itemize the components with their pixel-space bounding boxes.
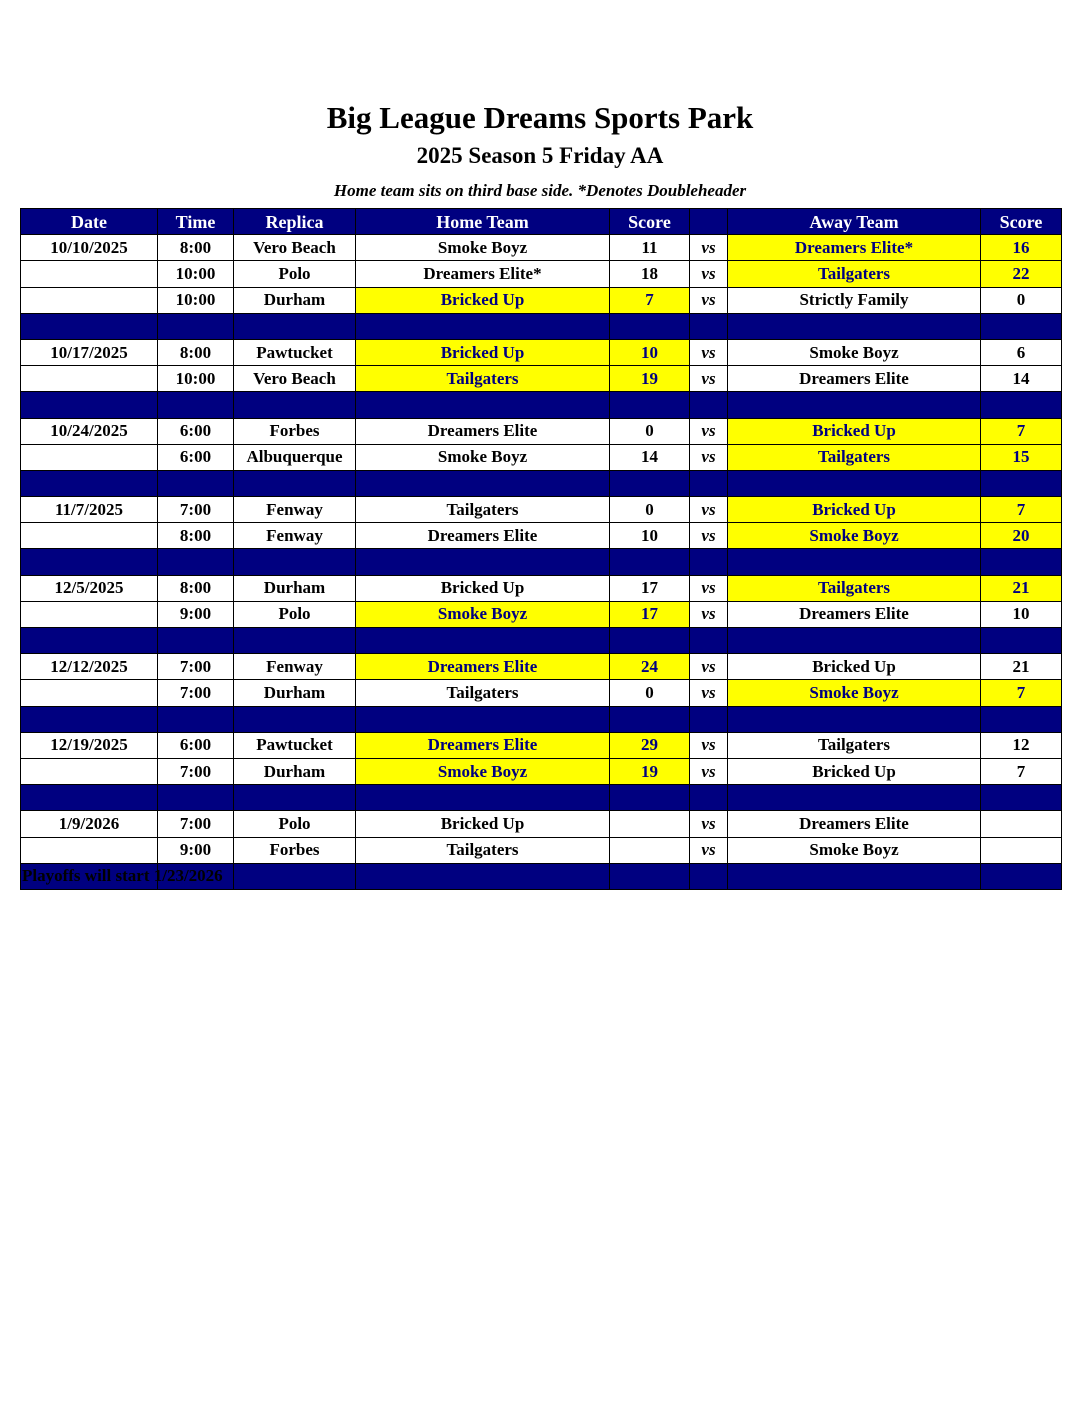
separator-cell [234,470,356,496]
separator-cell [21,706,158,732]
vs-cell: vs [690,837,728,863]
header-time: Time [158,209,234,235]
away-team-cell: Dreamers Elite [728,366,981,392]
date-cell [21,523,158,549]
separator-cell [981,313,1062,339]
time-cell: 7:00 [158,811,234,837]
separator-cell [610,549,690,575]
time-cell: 7:00 [158,654,234,680]
game-row [21,523,1062,549]
date-cell [21,366,158,392]
date-cell: 1/9/2026 [21,811,158,837]
separator-cell [356,392,610,418]
away-score-cell: 6 [981,339,1062,365]
page-subtitle: 2025 Season 5 Friday AA [416,143,664,168]
game-row [21,339,1062,365]
home-score-cell: 19 [610,758,690,784]
separator-row [21,628,1062,654]
separator-cell [981,863,1062,889]
game-row [21,235,1062,261]
separator-cell [234,863,356,889]
away-team-cell: Smoke Boyz [728,837,981,863]
home-team-cell: Bricked Up [356,575,610,601]
home-team-cell: Dreamers Elite [356,732,610,758]
home-team-cell: Tailgaters [356,366,610,392]
away-team-cell: Bricked Up [728,418,981,444]
home-team-cell: Bricked Up [356,339,610,365]
separator-cell [728,628,981,654]
separator-cell [981,628,1062,654]
home-score-cell: 0 [610,497,690,523]
away-score-cell [981,811,1062,837]
vs-cell: vs [690,575,728,601]
separator-cell [728,785,981,811]
away-score-cell: 10 [981,601,1062,627]
header-away-team: Away Team [728,209,981,235]
home-score-cell: 19 [610,366,690,392]
time-cell: 10:00 [158,287,234,313]
separator-row [21,706,1062,732]
game-row [21,418,1062,444]
home-score-cell: 10 [610,523,690,549]
away-team-cell: Dreamers Elite [728,601,981,627]
home-team-cell: Smoke Boyz [356,601,610,627]
separator-cell [356,863,610,889]
separator-cell [356,470,610,496]
home-team-cell: Smoke Boyz [356,444,610,470]
separator-cell [21,392,158,418]
game-row [21,366,1062,392]
header-home-score: Score [610,209,690,235]
date-cell [21,680,158,706]
separator-row [21,785,1062,811]
header-vs [690,209,728,235]
away-team-cell: Smoke Boyz [728,339,981,365]
separator-cell [690,470,728,496]
separator-cell [21,549,158,575]
header-away-score: Score [981,209,1062,235]
separator-cell [981,785,1062,811]
replica-cell: Polo [234,261,356,287]
separator-cell [728,706,981,732]
away-team-cell: Bricked Up [728,758,981,784]
time-cell: 6:00 [158,444,234,470]
home-team-cell: Tailgaters [356,837,610,863]
separator-cell [981,470,1062,496]
game-row [21,732,1062,758]
date-cell [21,444,158,470]
away-score-cell: 20 [981,523,1062,549]
game-row [21,287,1062,313]
game-row [21,261,1062,287]
home-team-cell: Tailgaters [356,680,610,706]
home-team-cell: Dreamers Elite [356,523,610,549]
away-team-cell: Bricked Up [728,497,981,523]
date-cell: 10/24/2025 [21,418,158,444]
separator-cell [158,785,234,811]
date-cell [21,287,158,313]
away-team-cell: Tailgaters [728,261,981,287]
home-score-cell [610,811,690,837]
replica-cell: Durham [234,680,356,706]
home-score-cell: 14 [610,444,690,470]
separator-cell [690,313,728,339]
replica-cell: Forbes [234,418,356,444]
replica-cell: Vero Beach [234,235,356,261]
vs-cell: vs [690,444,728,470]
header-date: Date [21,209,158,235]
vs-cell: vs [690,339,728,365]
game-row [21,654,1062,680]
separator-cell [158,549,234,575]
date-cell: 12/5/2025 [21,575,158,601]
away-score-cell: 21 [981,654,1062,680]
home-score-cell [610,837,690,863]
home-team-cell: Bricked Up [356,287,610,313]
date-cell [21,758,158,784]
replica-cell: Polo [234,601,356,627]
separator-cell [158,313,234,339]
time-cell: 9:00 [158,601,234,627]
replica-cell: Durham [234,758,356,784]
home-score-cell: 10 [610,339,690,365]
away-team-cell: Bricked Up [728,654,981,680]
separator-cell [356,628,610,654]
away-score-cell: 22 [981,261,1062,287]
vs-cell: vs [690,732,728,758]
replica-cell: Pawtucket [234,339,356,365]
separator-cell [21,628,158,654]
separator-cell [610,313,690,339]
game-row [21,444,1062,470]
game-row [21,680,1062,706]
vs-cell: vs [690,680,728,706]
replica-cell: Pawtucket [234,732,356,758]
separator-cell [690,706,728,732]
away-team-cell: Smoke Boyz [728,523,981,549]
home-score-cell: 17 [610,601,690,627]
date-cell: 12/19/2025 [21,732,158,758]
away-team-cell: Tailgaters [728,732,981,758]
separator-cell [690,392,728,418]
replica-cell: Fenway [234,497,356,523]
vs-cell: vs [690,366,728,392]
away-team-cell: Strictly Family [728,287,981,313]
away-team-cell: Smoke Boyz [728,680,981,706]
separator-cell [356,549,610,575]
schedule-table [20,208,1062,890]
replica-cell: Vero Beach [234,366,356,392]
separator-row [21,392,1062,418]
game-row [21,837,1062,863]
separator-cell [610,628,690,654]
home-team-cell: Tailgaters [356,497,610,523]
replica-cell: Durham [234,287,356,313]
separator-cell [234,785,356,811]
separator-cell [690,549,728,575]
home-team-cell: Bricked Up [356,811,610,837]
time-cell: 10:00 [158,366,234,392]
home-team-cell: Smoke Boyz [356,758,610,784]
time-cell: 7:00 [158,758,234,784]
away-team-cell: Tailgaters [728,444,981,470]
separator-cell [610,392,690,418]
playoffs-note: Playoffs will start 1/23/2026 [22,866,223,885]
separator-cell [728,863,981,889]
home-team-cell: Dreamers Elite* [356,261,610,287]
separator-cell [234,706,356,732]
home-score-cell: 0 [610,680,690,706]
vs-cell: vs [690,418,728,444]
game-row [21,575,1062,601]
replica-cell: Fenway [234,523,356,549]
game-row [21,601,1062,627]
vs-cell: vs [690,523,728,549]
home-score-cell: 17 [610,575,690,601]
separator-cell [981,549,1062,575]
separator-cell [610,706,690,732]
replica-cell: Durham [234,575,356,601]
away-score-cell [981,837,1062,863]
time-cell: 8:00 [158,339,234,365]
separator-cell [234,549,356,575]
time-cell: 8:00 [158,575,234,601]
away-score-cell: 7 [981,497,1062,523]
away-score-cell: 14 [981,366,1062,392]
home-score-cell: 29 [610,732,690,758]
away-score-cell: 21 [981,575,1062,601]
separator-cell [981,706,1062,732]
separator-cell [158,706,234,732]
date-cell: 12/12/2025 [21,654,158,680]
separator-cell [728,549,981,575]
away-team-cell: Dreamers Elite [728,811,981,837]
separator-cell [728,313,981,339]
separator-cell [356,785,610,811]
date-cell [21,601,158,627]
replica-cell: Polo [234,811,356,837]
away-team-cell: Tailgaters [728,575,981,601]
away-team-cell: Dreamers Elite* [728,235,981,261]
date-cell: 11/7/2025 [21,497,158,523]
separator-row [21,470,1062,496]
separator-cell [981,392,1062,418]
home-score-cell: 0 [610,418,690,444]
date-cell [21,261,158,287]
date-cell: 10/10/2025 [21,235,158,261]
vs-cell: vs [690,497,728,523]
separator-cell [728,470,981,496]
time-cell: 9:00 [158,837,234,863]
date-cell [21,837,158,863]
separator-cell [356,706,610,732]
home-score-cell: 24 [610,654,690,680]
header-replica: Replica [234,209,356,235]
home-score-cell: 18 [610,261,690,287]
home-score-cell: 11 [610,235,690,261]
separator-cell [690,628,728,654]
schedule-note: Home team sits on third base side. *Denotes Doubleheader [333,181,747,200]
separator-cell [610,470,690,496]
away-score-cell: 7 [981,418,1062,444]
time-cell: 6:00 [158,418,234,444]
vs-cell: vs [690,758,728,784]
schedule-body [21,235,1062,890]
game-row [21,811,1062,837]
separator-cell [610,863,690,889]
away-score-cell: 15 [981,444,1062,470]
replica-cell: Fenway [234,654,356,680]
separator-row [21,313,1062,339]
vs-cell: vs [690,811,728,837]
separator-cell [21,313,158,339]
replica-cell: Forbes [234,837,356,863]
header-row [21,209,1062,235]
header-home-team: Home Team [356,209,610,235]
away-score-cell: 7 [981,758,1062,784]
separator-cell [610,785,690,811]
time-cell: 10:00 [158,261,234,287]
page-title: Big League Dreams Sports Park [326,100,754,135]
date-cell: 10/17/2025 [21,339,158,365]
vs-cell: vs [690,261,728,287]
separator-cell [158,392,234,418]
game-row [21,497,1062,523]
separator-cell [158,470,234,496]
separator-cell [21,785,158,811]
home-score-cell: 7 [610,287,690,313]
away-score-cell: 7 [981,680,1062,706]
home-team-cell: Dreamers Elite [356,654,610,680]
time-cell: 7:00 [158,680,234,706]
away-score-cell: 12 [981,732,1062,758]
separator-cell [728,392,981,418]
vs-cell: vs [690,235,728,261]
time-cell: 8:00 [158,235,234,261]
away-score-cell: 0 [981,287,1062,313]
time-cell: 6:00 [158,732,234,758]
away-score-cell: 16 [981,235,1062,261]
vs-cell: vs [690,287,728,313]
separator-cell [21,470,158,496]
vs-cell: vs [690,654,728,680]
separator-row [21,549,1062,575]
separator-cell [690,785,728,811]
home-team-cell: Dreamers Elite [356,418,610,444]
vs-cell: vs [690,601,728,627]
replica-cell: Albuquerque [234,444,356,470]
separator-cell [234,392,356,418]
time-cell: 7:00 [158,497,234,523]
separator-cell [234,313,356,339]
time-cell: 8:00 [158,523,234,549]
separator-cell [234,628,356,654]
separator-cell [158,628,234,654]
separator-cell [690,863,728,889]
home-team-cell: Smoke Boyz [356,235,610,261]
game-row [21,758,1062,784]
separator-cell [356,313,610,339]
